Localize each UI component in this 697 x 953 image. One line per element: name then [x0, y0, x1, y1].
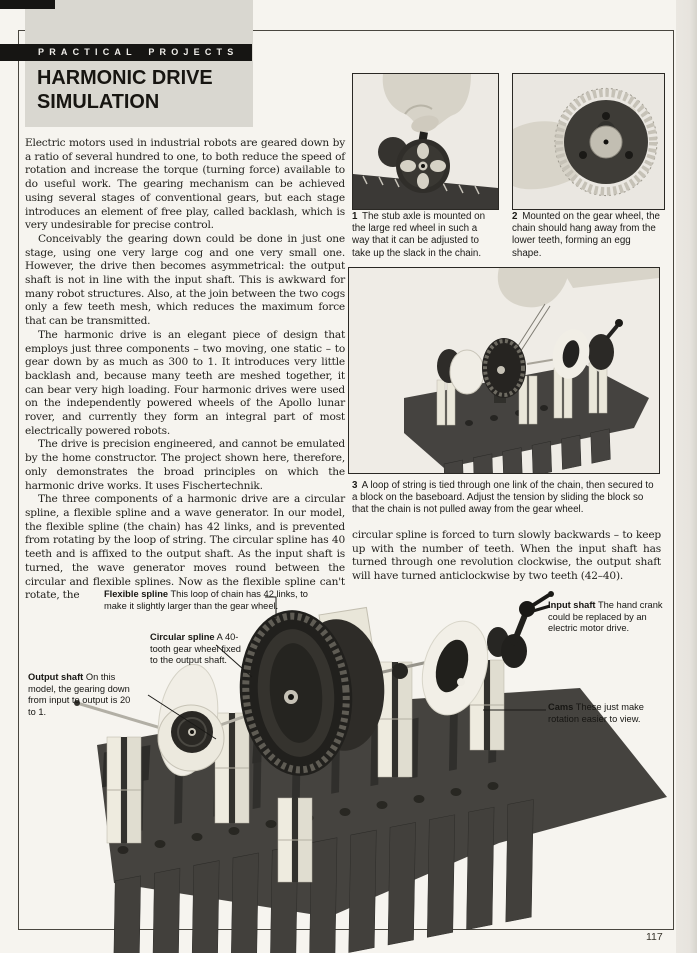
main-model-photo [19, 585, 673, 953]
label-input-shaft: Input shaft The hand crank could be replaced by an electric motor drive. [548, 600, 663, 634]
photo-1-stub-axle [352, 73, 499, 210]
body-paragraph: The three components of a harmonic drive are a circular spline, a flexible spline and a wave generator. In our model, the flexible spline (the chain) has 42 links, and is prevented from rotating by the loop of string. The circular spline has 40 teeth and is affixed to the output shaft. As the input shaft is turned, the wave generator moves round between the circular and flexible splines. Now as the flexible spline can't rotate, the [25, 493, 345, 602]
page-title [37, 66, 250, 114]
registration-mark [0, 0, 55, 9]
title-line-1: HARMONIC DRIVE [37, 66, 213, 89]
label-circular-spline: Circular spline A 40-tooth gear wheel fixed to the output shaft. [150, 632, 241, 666]
figure-1-caption: 1 The stub axle is mounted on the large red wheel in such a way that it can be adjusted to take up the slack in the chain. [352, 211, 486, 259]
figure-2-number: 2 [512, 211, 518, 222]
section-kicker [0, 44, 252, 61]
figure-2-caption: 2 Mounted on the gear wheel, the chain should hang away from the lower teeth, forming an egg shape. [512, 211, 660, 259]
photo-2-illustration [513, 74, 664, 209]
body-paragraph: The harmonic drive is an elegant piece of design that employs just three components – two moving, one static – to gear down by as much as 300 to 1. It introduces very little backlash and, because many teeth are meshed together, it can bear very high loading. Four harmonic drives were used on the independently powered wheels of the Apollo lunar rover, and currently they form an integral part of most electrically powered robots. [25, 328, 345, 437]
figure-3-number: 3 [352, 480, 358, 491]
body-column-right [352, 529, 661, 584]
figure-1-number: 1 [352, 211, 358, 222]
hand-crank [487, 591, 554, 668]
body-paragraph: Electric motors used in industrial robots are geared down by a ratio of several hundred to one, to both reduce the speed of rotation and increase the torque (turning force) available to do useful work. The gearing mechanism can be achieved using several stages of conventional gears, but each stage introduces an element of free play, called backlash, which is very undesirable for precise control. [25, 137, 345, 232]
photo-1-illustration [353, 74, 498, 209]
body-column-left [25, 137, 345, 603]
page-number: 117 [646, 931, 663, 943]
photo-2-gear-wheel [512, 73, 665, 210]
kicker-label: PRACTICAL PROJECTS [38, 47, 239, 57]
label-flexible-spline: Flexible spline This loop of chain has 42 links, to make it slightly larger than the gear wheel. [104, 589, 308, 611]
figure-3-caption: 3 A loop of string is tied through one link of the chain, then secured to a block on the baseboard. Adjust the tension by sliding the block so that the chain is not pulled away from the gear wheel. [352, 480, 654, 516]
body-paragraph: The drive is precision engineered, and cannot be emulated by the home constructor. The project shown here, therefore, only demonstrates the broad principles on which the harmonic drive works. It uses Fischertechnik. [25, 438, 345, 492]
body-paragraph: Conceivably the gearing down could be done in just one stage, using one very large cog and one very small one. However, the drive then becomes asymmetrical: the output shaft is not in line with the input shaft. This is awkward for many robot structures. Also, at the join between the two cogs only a few teeth mesh, which reduces the maximum force that can be transmitted. [25, 232, 345, 328]
body-paragraph: circular spline is forced to turn slowly backwards – to keep up with the number of teeth. When the input shaft has turned through one revolution clockwise, the output shaft will have turned anticlockwise by two teeth (42–40). [352, 529, 661, 583]
title-line-2: SIMULATION [37, 90, 160, 113]
page-edge-margin [676, 0, 697, 953]
label-output-shaft: Output shaft On this model, the gearing down from input to output is 20 to 1. [28, 672, 131, 717]
photo-3-illustration [349, 268, 659, 473]
photo-3-string-adjustment [348, 267, 660, 474]
label-cams: Cams These just make rotation easier to view. [548, 702, 644, 724]
